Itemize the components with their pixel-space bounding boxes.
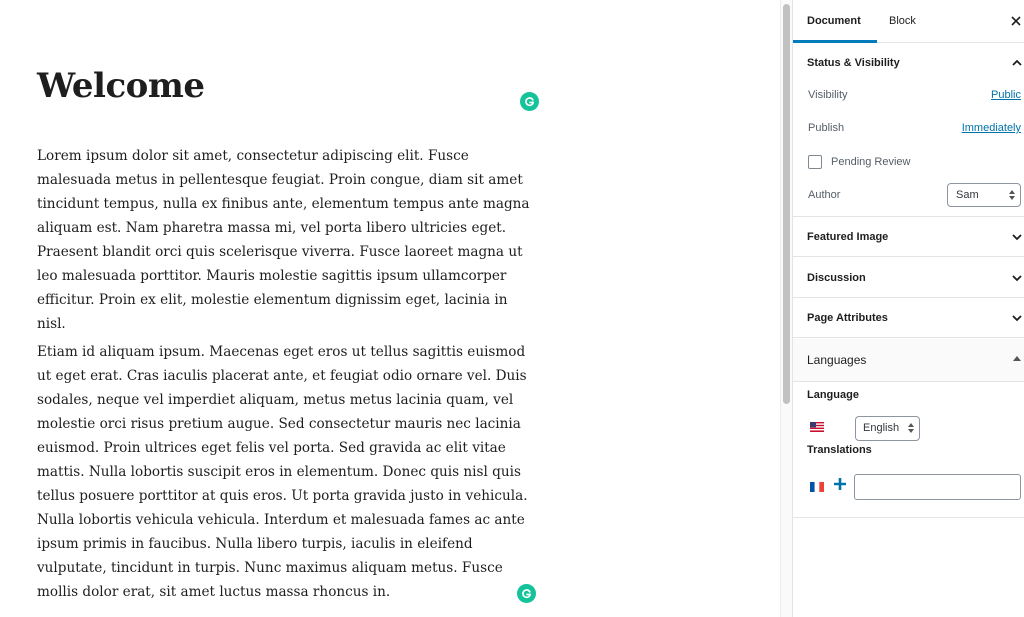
us-flag-icon (810, 422, 824, 432)
panel-featured-image-toggle[interactable] (793, 217, 1024, 257)
panel-title: Languages (807, 353, 867, 367)
language-select[interactable] (855, 416, 920, 441)
select-arrows-icon (1009, 189, 1015, 201)
paragraph-block[interactable]: Etiam id aliquam ipsum. Maecenas eget eros ut tellus sagittis euismod ut eget erat. Cras iaculis placerat ante, et feugiat odio ornare vel. Duis sodales, neque vel imperdiet aliquam, metus metus lacinia quam, vel molestie orci risus pretium augue. Sed consectetur mauris nec lacinia euismod. Proin ultrices eget felis vel porta. Sed gravida ac elit vitae mattis. Nulla lobortis suscipit eros in elementum. Donec quis nisl quis tellus posuere porttitor at quis eros. Ut porta gravida justo in vehicula. Nulla lobortis vehicula vehicula. Interdum et malesuada fames ac ante ipsum primis in faucibus. Nulla libero turpis, iaculis in eleifend vulputate, tincidunt in turpis. Nunc maximus aliquam metus. Fusce mollis dolor erat, sit amet luctus massa rhoncus in. (37, 344, 528, 600)
close-icon[interactable] (1009, 14, 1023, 28)
chevron-down-icon (1011, 272, 1023, 284)
add-translation-icon[interactable] (833, 477, 847, 493)
pending-review-label: Pending Review (831, 156, 911, 168)
chevron-down-icon (1011, 231, 1023, 243)
select-arrows-icon (908, 422, 914, 434)
visibility-label: Visibility (808, 89, 848, 101)
author-select[interactable] (947, 183, 1021, 207)
panel-discussion-toggle[interactable] (793, 258, 1024, 298)
tab-block[interactable]: Block (889, 15, 916, 27)
pending-review-checkbox[interactable] (808, 155, 822, 169)
translation-input[interactable] (854, 474, 1021, 500)
paragraph-block[interactable]: Lorem ipsum dolor sit amet, consectetur adipiscing elit. Fusce malesuada metus in pellentesque feugiat. Proin congue, diam sit amet tincidunt tempus, nulla ex finibus ante, elementum tempus ante magna aliquam est. Nam pharetra massa mi, vel porta libero ultricies eget. Praesent blandit orci quis scelerisque viverra. Fusce laoreet magna ut leo malesuada porttitor. Mauris molestie sagittis ipsum ullamcorper efficitur. Proin ex elit, molestie elementum dignissim eget, lacinia in nisl. (37, 148, 530, 332)
editor-scrollbar-thumb[interactable] (783, 4, 790, 404)
triangle-up-icon (1013, 356, 1021, 361)
visibility-link[interactable]: Public (991, 89, 1021, 101)
panel-page-attributes-toggle[interactable] (793, 298, 1024, 338)
settings-sidebar (792, 0, 1024, 617)
tab-document[interactable]: Document (793, 0, 877, 43)
divider (793, 517, 1024, 518)
publish-label: Publish (808, 122, 845, 134)
pending-review-row (808, 155, 911, 169)
panel-title: Status & Visibility (807, 57, 900, 69)
post-title[interactable]: Welcome (37, 66, 205, 106)
author-label: Author (808, 189, 841, 201)
panel-languages-toggle[interactable] (793, 339, 1024, 382)
chevron-down-icon (1011, 312, 1023, 324)
chevron-up-icon (1011, 57, 1023, 69)
panel-title: Page Attributes (807, 312, 888, 324)
language-label: Language (807, 389, 859, 401)
panel-status-visibility-toggle[interactable] (793, 43, 1024, 83)
grammarly-icon[interactable] (517, 584, 536, 603)
language-value: English (863, 422, 900, 434)
author-value: Sam (956, 189, 979, 201)
fr-flag-icon (810, 482, 824, 492)
panel-title: Discussion (807, 272, 866, 284)
translations-label: Translations (807, 444, 872, 456)
publish-date-link[interactable]: Immediately (961, 122, 1021, 134)
sidebar-tabs (793, 0, 1024, 43)
panel-title: Featured Image (807, 231, 889, 243)
grammarly-icon[interactable] (520, 92, 539, 111)
